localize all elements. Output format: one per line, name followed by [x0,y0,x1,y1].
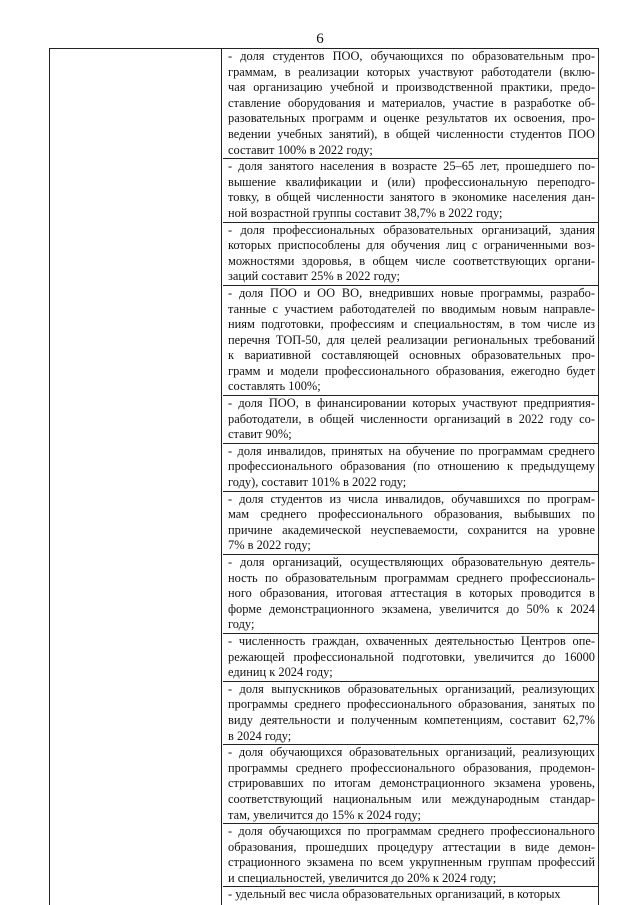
indicator-line: которых приспособлены для обучения лиц с ограниченными воз- [228,238,595,253]
indicator-item [223,887,598,903]
indicator-line: страционного экзамена по всем укрупненным группам профессий [228,855,595,870]
indicator-line: чая организацию учебной и производственной практики, предо- [228,80,595,95]
indicator-line: мам среднего профессионального образования, выбывших по [228,507,595,522]
indicator-line: - доля организаций, осуществляющих образовательную деятель- [228,555,595,569]
indicator-item [223,223,598,286]
indicator-line: - доля студентов из числа инвалидов, обучавшихся по програм- [228,491,595,506]
indicator-item [223,824,598,887]
indicator-line: ставление оборудования и материалов, участие в разработке об- [228,95,595,110]
indicator-line: - доля профессиональных образовательных организаций, здания [228,222,595,237]
indicator-line: единиц к 2024 году; [228,665,333,680]
indicator-line: виду деятельности и полученным компетенциям, составит 62,7% [228,712,595,727]
indicator-line: там, увеличится до 15% к 2024 году; [228,807,421,822]
indicator-item [223,396,598,444]
indicator-item [223,49,598,159]
table-right-column [223,49,598,905]
indicator-line: можностями здоровья, в общем числе соответствующих органи- [228,253,595,268]
indicator-line: 7% в 2022 году; [228,538,311,553]
indicator-line: ной возрастной группы составит 38,7% в 2022 году; [228,205,503,220]
indicator-item [223,682,598,745]
indicator-line: форме демонстрационного экзамена, увеличится до 50% к 2024 [228,601,595,616]
indicator-item [223,634,598,682]
indicator-line: - доля обучающихся по программам среднего профессионального [228,824,595,839]
indicator-line: - доля обучающихся образовательных организаций, реализующих [228,745,595,760]
indicator-line: - доля выпускников образовательных организаций, реализующих [228,681,595,696]
indicator-line: соответствующий национальным или международным стандар- [228,791,595,806]
indicator-item [223,159,598,222]
indicator-line: образования, прошедших процедуру аттестации в виде демон- [228,839,595,854]
table-left-column [50,49,222,905]
indicator-line: профессионального образования (по отношению к предыдущему [228,459,595,474]
indicator-item [223,555,598,634]
indicator-line: - доля инвалидов, принятых на обучение по программам среднего [228,443,595,458]
indicator-line: - численность граждан, охваченных деятельностью Центров опе- [228,633,595,648]
indicator-line: танные с участием работодателей по вводимым новым направле- [228,301,595,316]
indicator-line: - доля занятого населения в возрасте 25–65 лет, прошедшего по- [228,159,595,174]
indicator-line: программы среднего профессионального образования, продемон- [228,760,595,775]
page-number: 6 [316,31,324,47]
indicator-line: - доля студентов ПОО, обучающихся по образовательным про- [228,49,595,63]
indicator-line: году), составит 101% в 2022 году; [228,475,407,490]
indicator-line: ниям подготовки, профессиям и специальностям, в том числе из [228,317,595,332]
indicator-item [223,444,598,492]
indicator-line: - доля ПОО, в финансировании которых участвуют предприятия- [228,396,595,411]
indicator-line: и специальностей, увеличится до 20% к 2024 году; [228,870,497,885]
indicator-line: стрировавших по итогам демонстрационного экзамена уровень, [228,776,595,791]
indicator-line: разовательных программ и оценке результатов их освоения, про- [228,111,595,126]
indicator-line: режающей профессиональной подготовки, увеличится до 16000 [228,649,595,664]
indicator-line: к вариативной составляющей основных образовательных про- [228,348,595,363]
indicator-item [223,492,598,555]
indicator-item [223,286,598,396]
indicator-item [223,745,598,824]
indicator-line: составлять 100%; [228,379,321,394]
indicator-line: программы среднего профессионального образования, занятых по [228,697,595,712]
indicator-line: товку, в общей численности занятого в экономике населения дан- [228,190,595,205]
indicator-line: граммам, в реализации которых участвуют работодатели (вклю- [228,64,595,79]
indicator-line: вышение квалификации и (или) профессиональную переподго- [228,174,595,189]
indicator-line: в 2024 году; [228,728,292,743]
indicator-line: причине академической неуспеваемости, сохранится на уровне [228,522,595,537]
indicator-line: - удельный вес числа образовательных организаций, в которых [228,887,561,902]
indicator-line: ставит 90%; [228,427,292,442]
indicator-line: заций составит 25% в 2022 году; [228,269,400,284]
indicator-line: грамм и модели профессионального образования, ежегодно будет [228,363,595,378]
indicator-line: ность по образовательным программам среднего профессиональ- [228,570,595,585]
indicator-line: составит 100% в 2022 году; [228,142,373,157]
indicator-line: ного образования, итоговая аттестация в которых проводится в [228,586,595,601]
indicator-line: ведении учебных занятий), в общей численности студентов ПОО [228,126,595,141]
indicator-line: работодатели, в общей численности организаций в 2022 году со- [228,411,595,426]
indicators-table [49,48,599,905]
indicator-line: перечня ТОП-50, для целей реализации региональных требований [228,332,595,347]
indicator-line: - доля ПОО и ОО ВО, внедривших новые программы, разрабо- [228,285,595,300]
indicator-line: году; [228,617,255,632]
